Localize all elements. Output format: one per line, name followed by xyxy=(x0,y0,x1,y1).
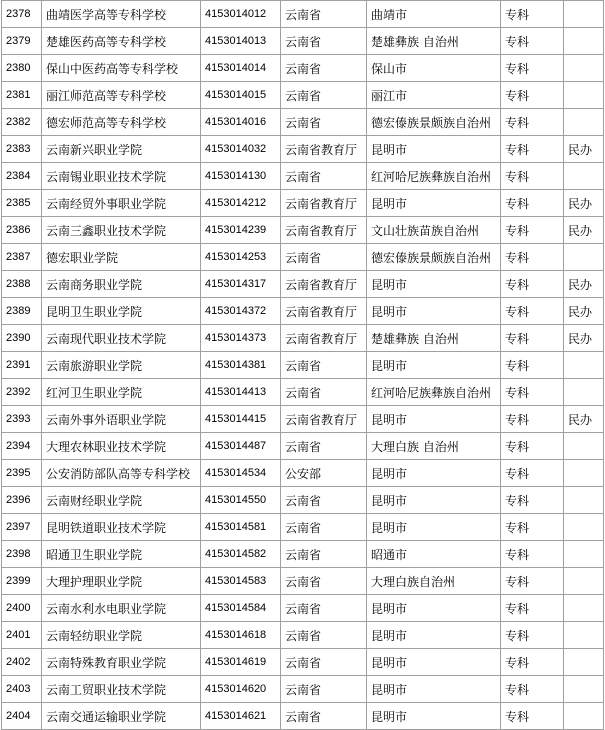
row-number-cell: 2403 xyxy=(2,676,42,703)
level-cell: 专科 xyxy=(501,406,564,433)
table-row xyxy=(2,703,604,730)
location-cell: 保山市 xyxy=(367,55,501,82)
table-row xyxy=(2,541,604,568)
level-cell: 专科 xyxy=(501,109,564,136)
remark-cell xyxy=(564,649,604,676)
college-list-table xyxy=(1,0,604,730)
remark-cell xyxy=(564,487,604,514)
level-cell: 专科 xyxy=(501,676,564,703)
row-number-cell: 2386 xyxy=(2,217,42,244)
level-cell: 专科 xyxy=(501,298,564,325)
row-number-cell: 2385 xyxy=(2,190,42,217)
table-row xyxy=(2,487,604,514)
school-code-cell: 4153014032 xyxy=(201,136,281,163)
level-cell: 专科 xyxy=(501,217,564,244)
authority-cell: 云南省 xyxy=(281,649,367,676)
remark-cell: 民办 xyxy=(564,406,604,433)
school-code-cell: 4153014212 xyxy=(201,190,281,217)
school-name-cell: 丽江师范高等专科学校 xyxy=(42,82,201,109)
location-cell: 德宏傣族景颇族自治州 xyxy=(367,109,501,136)
school-name-cell: 云南外事外语职业学院 xyxy=(42,406,201,433)
school-name-cell: 云南现代职业技术学院 xyxy=(42,325,201,352)
school-code-cell: 4153014621 xyxy=(201,703,281,730)
table-row xyxy=(2,460,604,487)
row-number-cell: 2387 xyxy=(2,244,42,271)
row-number-cell: 2389 xyxy=(2,298,42,325)
school-name-cell: 昭通卫生职业学院 xyxy=(42,541,201,568)
location-cell: 德宏傣族景颇族自治州 xyxy=(367,244,501,271)
school-name-cell: 红河卫生职业学院 xyxy=(42,379,201,406)
level-cell: 专科 xyxy=(501,55,564,82)
remark-cell xyxy=(564,514,604,541)
table-body xyxy=(2,1,604,730)
authority-cell: 云南省教育厅 xyxy=(281,190,367,217)
row-number-cell: 2391 xyxy=(2,352,42,379)
location-cell: 楚雄彝族 自治州 xyxy=(367,325,501,352)
remark-cell: 民办 xyxy=(564,298,604,325)
authority-cell: 云南省 xyxy=(281,622,367,649)
remark-cell xyxy=(564,595,604,622)
remark-cell xyxy=(564,379,604,406)
school-name-cell: 云南旅游职业学院 xyxy=(42,352,201,379)
level-cell: 专科 xyxy=(501,82,564,109)
school-code-cell: 4153014620 xyxy=(201,676,281,703)
school-name-cell: 云南经贸外事职业学院 xyxy=(42,190,201,217)
level-cell: 专科 xyxy=(501,271,564,298)
school-code-cell: 4153014534 xyxy=(201,460,281,487)
table-row xyxy=(2,514,604,541)
row-number-cell: 2383 xyxy=(2,136,42,163)
remark-cell xyxy=(564,622,604,649)
row-number-cell: 2401 xyxy=(2,622,42,649)
authority-cell: 公安部 xyxy=(281,460,367,487)
school-name-cell: 云南商务职业学院 xyxy=(42,271,201,298)
school-code-cell: 4153014014 xyxy=(201,55,281,82)
authority-cell: 云南省 xyxy=(281,595,367,622)
level-cell: 专科 xyxy=(501,622,564,649)
school-code-cell: 4153014381 xyxy=(201,352,281,379)
table-row xyxy=(2,352,604,379)
authority-cell: 云南省 xyxy=(281,703,367,730)
row-number-cell: 2397 xyxy=(2,514,42,541)
school-name-cell: 公安消防部队高等专科学校 xyxy=(42,460,201,487)
school-name-cell: 云南财经职业学院 xyxy=(42,487,201,514)
table-row xyxy=(2,1,604,28)
authority-cell: 云南省 xyxy=(281,568,367,595)
location-cell: 昆明市 xyxy=(367,595,501,622)
authority-cell: 云南省 xyxy=(281,1,367,28)
level-cell: 专科 xyxy=(501,28,564,55)
school-name-cell: 云南交通运输职业学院 xyxy=(42,703,201,730)
table-row xyxy=(2,649,604,676)
row-number-cell: 2384 xyxy=(2,163,42,190)
school-code-cell: 4153014550 xyxy=(201,487,281,514)
school-name-cell: 大理护理职业学院 xyxy=(42,568,201,595)
location-cell: 大理白族自治州 xyxy=(367,568,501,595)
authority-cell: 云南省 xyxy=(281,514,367,541)
location-cell: 昆明市 xyxy=(367,514,501,541)
remark-cell xyxy=(564,82,604,109)
table-row xyxy=(2,595,604,622)
table-row xyxy=(2,190,604,217)
school-name-cell: 云南水利水电职业学院 xyxy=(42,595,201,622)
school-code-cell: 4153014372 xyxy=(201,298,281,325)
table-row xyxy=(2,271,604,298)
school-name-cell: 云南新兴职业学院 xyxy=(42,136,201,163)
row-number-cell: 2399 xyxy=(2,568,42,595)
school-name-cell: 德宏职业学院 xyxy=(42,244,201,271)
location-cell: 曲靖市 xyxy=(367,1,501,28)
remark-cell xyxy=(564,352,604,379)
location-cell: 昆明市 xyxy=(367,460,501,487)
remark-cell: 民办 xyxy=(564,217,604,244)
school-name-cell: 昆明卫生职业学院 xyxy=(42,298,201,325)
location-cell: 昆明市 xyxy=(367,298,501,325)
row-number-cell: 2380 xyxy=(2,55,42,82)
authority-cell: 云南省 xyxy=(281,541,367,568)
location-cell: 红河哈尼族彝族自治州 xyxy=(367,379,501,406)
table-row xyxy=(2,55,604,82)
table-row xyxy=(2,244,604,271)
authority-cell: 云南省 xyxy=(281,487,367,514)
authority-cell: 云南省 xyxy=(281,55,367,82)
location-cell: 昆明市 xyxy=(367,190,501,217)
school-code-cell: 4153014582 xyxy=(201,541,281,568)
school-code-cell: 4153014581 xyxy=(201,514,281,541)
level-cell: 专科 xyxy=(501,460,564,487)
authority-cell: 云南省 xyxy=(281,352,367,379)
authority-cell: 云南省教育厅 xyxy=(281,298,367,325)
school-code-cell: 4153014317 xyxy=(201,271,281,298)
remark-cell xyxy=(564,703,604,730)
school-name-cell: 曲靖医学高等专科学校 xyxy=(42,1,201,28)
level-cell: 专科 xyxy=(501,244,564,271)
row-number-cell: 2390 xyxy=(2,325,42,352)
school-name-cell: 保山中医药高等专科学校 xyxy=(42,55,201,82)
row-number-cell: 2398 xyxy=(2,541,42,568)
level-cell: 专科 xyxy=(501,703,564,730)
level-cell: 专科 xyxy=(501,136,564,163)
table-row xyxy=(2,568,604,595)
authority-cell: 云南省 xyxy=(281,109,367,136)
row-number-cell: 2400 xyxy=(2,595,42,622)
level-cell: 专科 xyxy=(501,190,564,217)
location-cell: 楚雄彝族 自治州 xyxy=(367,28,501,55)
location-cell: 昆明市 xyxy=(367,271,501,298)
level-cell: 专科 xyxy=(501,541,564,568)
remark-cell xyxy=(564,541,604,568)
row-number-cell: 2395 xyxy=(2,460,42,487)
authority-cell: 云南省 xyxy=(281,163,367,190)
authority-cell: 云南省 xyxy=(281,82,367,109)
table-row xyxy=(2,406,604,433)
row-number-cell: 2404 xyxy=(2,703,42,730)
remark-cell xyxy=(564,1,604,28)
school-name-cell: 云南轻纺职业学院 xyxy=(42,622,201,649)
school-code-cell: 4153014618 xyxy=(201,622,281,649)
school-code-cell: 4153014415 xyxy=(201,406,281,433)
school-code-cell: 4153014584 xyxy=(201,595,281,622)
level-cell: 专科 xyxy=(501,649,564,676)
remark-cell xyxy=(564,55,604,82)
level-cell: 专科 xyxy=(501,568,564,595)
remark-cell: 民办 xyxy=(564,271,604,298)
school-name-cell: 大理农林职业技术学院 xyxy=(42,433,201,460)
level-cell: 专科 xyxy=(501,352,564,379)
table-row xyxy=(2,622,604,649)
school-name-cell: 云南工贸职业技术学院 xyxy=(42,676,201,703)
level-cell: 专科 xyxy=(501,595,564,622)
authority-cell: 云南省教育厅 xyxy=(281,271,367,298)
school-code-cell: 4153014413 xyxy=(201,379,281,406)
remark-cell xyxy=(564,568,604,595)
school-code-cell: 4153014239 xyxy=(201,217,281,244)
school-code-cell: 4153014253 xyxy=(201,244,281,271)
row-number-cell: 2381 xyxy=(2,82,42,109)
row-number-cell: 2382 xyxy=(2,109,42,136)
school-name-cell: 云南特殊教育职业学院 xyxy=(42,649,201,676)
school-code-cell: 4153014130 xyxy=(201,163,281,190)
school-name-cell: 德宏师范高等专科学校 xyxy=(42,109,201,136)
level-cell: 专科 xyxy=(501,379,564,406)
location-cell: 昆明市 xyxy=(367,352,501,379)
remark-cell xyxy=(564,109,604,136)
school-name-cell: 楚雄医药高等专科学校 xyxy=(42,28,201,55)
level-cell: 专科 xyxy=(501,514,564,541)
remark-cell xyxy=(564,460,604,487)
authority-cell: 云南省 xyxy=(281,379,367,406)
location-cell: 昆明市 xyxy=(367,487,501,514)
location-cell: 昆明市 xyxy=(367,136,501,163)
remark-cell xyxy=(564,163,604,190)
school-name-cell: 云南三鑫职业技术学院 xyxy=(42,217,201,244)
remark-cell xyxy=(564,28,604,55)
school-code-cell: 4153014012 xyxy=(201,1,281,28)
school-code-cell: 4153014016 xyxy=(201,109,281,136)
location-cell: 昆明市 xyxy=(367,676,501,703)
authority-cell: 云南省教育厅 xyxy=(281,406,367,433)
level-cell: 专科 xyxy=(501,163,564,190)
school-code-cell: 4153014487 xyxy=(201,433,281,460)
authority-cell: 云南省教育厅 xyxy=(281,136,367,163)
row-number-cell: 2392 xyxy=(2,379,42,406)
location-cell: 红河哈尼族彝族自治州 xyxy=(367,163,501,190)
remark-cell: 民办 xyxy=(564,136,604,163)
level-cell: 专科 xyxy=(501,487,564,514)
location-cell: 昆明市 xyxy=(367,622,501,649)
row-number-cell: 2402 xyxy=(2,649,42,676)
table-row xyxy=(2,82,604,109)
authority-cell: 云南省教育厅 xyxy=(281,325,367,352)
table-row xyxy=(2,433,604,460)
authority-cell: 云南省教育厅 xyxy=(281,217,367,244)
table-row xyxy=(2,298,604,325)
row-number-cell: 2394 xyxy=(2,433,42,460)
location-cell: 昆明市 xyxy=(367,406,501,433)
location-cell: 昆明市 xyxy=(367,649,501,676)
location-cell: 丽江市 xyxy=(367,82,501,109)
table-row xyxy=(2,676,604,703)
table-row xyxy=(2,217,604,244)
school-code-cell: 4153014373 xyxy=(201,325,281,352)
school-code-cell: 4153014583 xyxy=(201,568,281,595)
table-row xyxy=(2,379,604,406)
table-row xyxy=(2,109,604,136)
school-code-cell: 4153014015 xyxy=(201,82,281,109)
row-number-cell: 2379 xyxy=(2,28,42,55)
row-number-cell: 2388 xyxy=(2,271,42,298)
authority-cell: 云南省 xyxy=(281,433,367,460)
remark-cell xyxy=(564,244,604,271)
school-code-cell: 4153014619 xyxy=(201,649,281,676)
school-code-cell: 4153014013 xyxy=(201,28,281,55)
table-row xyxy=(2,325,604,352)
table-row xyxy=(2,136,604,163)
location-cell: 文山壮族苗族自治州 xyxy=(367,217,501,244)
row-number-cell: 2393 xyxy=(2,406,42,433)
location-cell: 昭通市 xyxy=(367,541,501,568)
location-cell: 大理白族 自治州 xyxy=(367,433,501,460)
authority-cell: 云南省 xyxy=(281,676,367,703)
remark-cell xyxy=(564,433,604,460)
level-cell: 专科 xyxy=(501,433,564,460)
remark-cell: 民办 xyxy=(564,190,604,217)
location-cell: 昆明市 xyxy=(367,703,501,730)
table-row xyxy=(2,28,604,55)
authority-cell: 云南省 xyxy=(281,28,367,55)
row-number-cell: 2378 xyxy=(2,1,42,28)
remark-cell xyxy=(564,676,604,703)
table-row xyxy=(2,163,604,190)
level-cell: 专科 xyxy=(501,1,564,28)
remark-cell: 民办 xyxy=(564,325,604,352)
school-name-cell: 云南锡业职业技术学院 xyxy=(42,163,201,190)
row-number-cell: 2396 xyxy=(2,487,42,514)
school-name-cell: 昆明铁道职业技术学院 xyxy=(42,514,201,541)
authority-cell: 云南省 xyxy=(281,244,367,271)
level-cell: 专科 xyxy=(501,325,564,352)
